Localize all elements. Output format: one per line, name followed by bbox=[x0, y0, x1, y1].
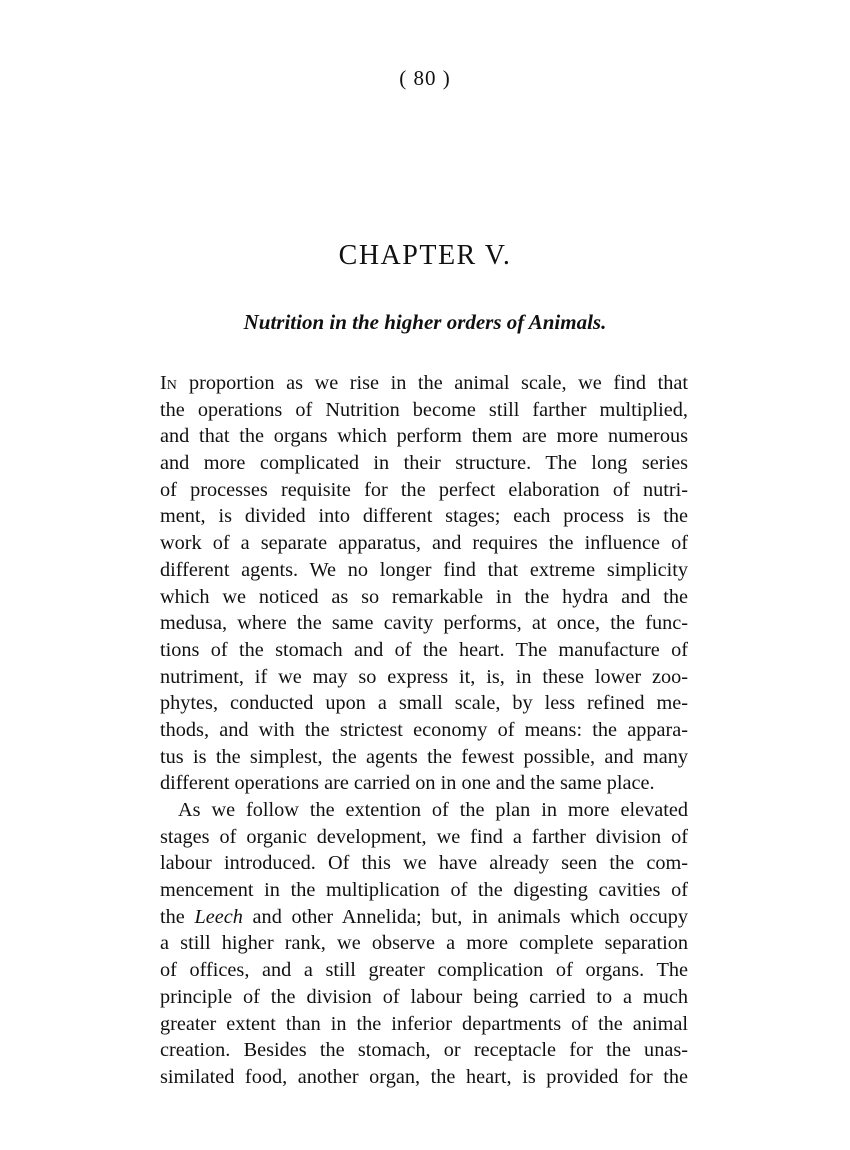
text-segment: and other Annelida; but, in animals which occupy bbox=[242, 905, 688, 928]
text-line: greater extent than in the inferior departments of the animal bbox=[160, 1012, 688, 1035]
text-line: nutriment, if we may so express it, is, in these lower zoo- bbox=[160, 665, 688, 688]
small-caps-letter: N bbox=[166, 378, 178, 393]
text-line: work of a separate apparatus, and requires the influence of bbox=[160, 532, 688, 555]
text-line: medusa, where the same cavity performs, at once, the func- bbox=[160, 612, 688, 635]
drop-initial: I bbox=[160, 372, 167, 394]
text-line: the operations of Nutrition become still farther multiplied, bbox=[160, 398, 688, 421]
text-segment: proportion as we rise in the animal scale, we find that bbox=[177, 372, 688, 394]
text-line: similated food, another organ, the heart, is provided for the bbox=[160, 1065, 688, 1088]
text-line: and that the organs which perform them are more numerous bbox=[160, 425, 688, 448]
text-line: of offices, and a still greater complication of organs. The bbox=[160, 959, 688, 982]
text-line: different agents. We no longer find that extreme simplicity bbox=[160, 558, 688, 581]
text-line: labour introduced. Of this we have already seen the com- bbox=[160, 852, 688, 875]
text-line: principle of the division of labour being carried to a much bbox=[160, 985, 688, 1008]
text-line bbox=[160, 904, 688, 931]
text-segment: the bbox=[160, 905, 195, 928]
italic-term: Leech bbox=[194, 905, 243, 928]
chapter-subtitle: Nutrition in the higher orders of Animals. bbox=[243, 310, 607, 334]
text-line: stages of organic development, we find a farther division of bbox=[160, 825, 688, 848]
text-line bbox=[160, 370, 688, 397]
text-line: tions of the stomach and of the heart. The manufacture of bbox=[160, 638, 688, 661]
text-line: As we follow the extention of the plan in more elevated bbox=[178, 799, 688, 821]
chapter-title: CHAPTER V. bbox=[338, 240, 512, 271]
text-line: and more complicated in their structure. The long series bbox=[160, 452, 688, 475]
text-line: different operations are carried on in one and the same place. bbox=[160, 772, 655, 795]
text-line: ment, is divided into different stages; each process is the bbox=[160, 505, 688, 528]
body-text bbox=[160, 370, 688, 1091]
text-line: tus is the simplest, the agents the fewest possible, and many bbox=[160, 745, 688, 768]
text-line: thods, and with the strictest economy of means: the appara- bbox=[160, 718, 688, 741]
text-line: which we noticed as so remarkable in the hydra and the bbox=[160, 585, 688, 608]
text-line: mencement in the multiplication of the digesting cavities of bbox=[160, 879, 688, 902]
text-line: of processes requisite for the perfect elaboration of nutri- bbox=[160, 478, 688, 501]
text-line: a still higher rank, we observe a more complete separation bbox=[160, 932, 688, 955]
text-line: creation. Besides the stomach, or receptacle for the unas- bbox=[160, 1039, 688, 1062]
page-number: ( 80 ) bbox=[399, 66, 451, 90]
text-line: phytes, conducted upon a small scale, by less refined me- bbox=[160, 692, 688, 715]
